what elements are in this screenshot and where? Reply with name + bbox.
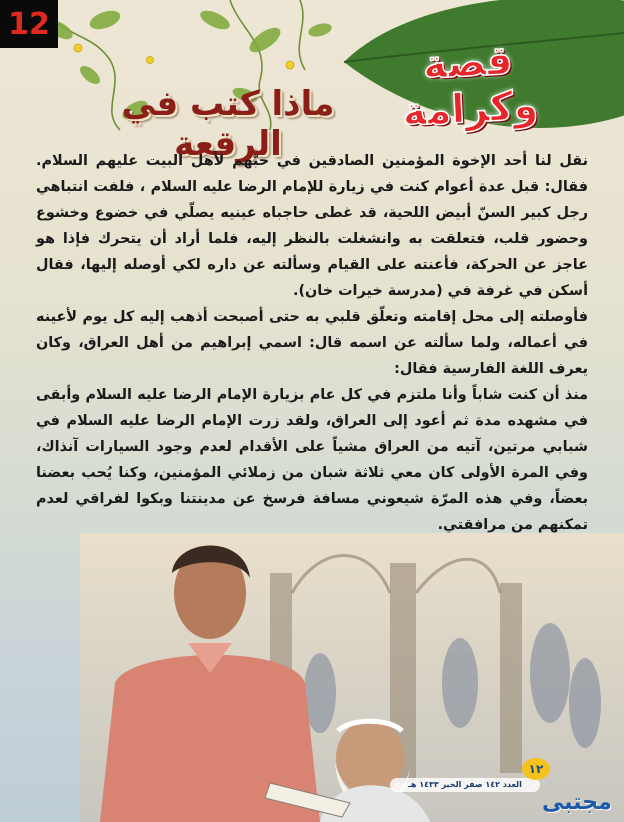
series-title: قصة وكرامة	[401, 37, 540, 136]
magazine-logo: مجتبى	[542, 790, 612, 815]
issue-badge: ١٢	[522, 758, 550, 780]
story-title: ماذا كتب في الرقعة	[121, 84, 335, 164]
page-number: 12	[0, 0, 58, 48]
paragraph: فأوصلته إلى محل إقامته وتعلّق قلبي به حتى أصبحت أذهب إليه كل يوم لأعينه في أعماله، ولما سألته عن اسمه قال: اسمي إبراهيم من أهل العراق، وكان يعرف اللغة الفارسية فقال:	[36, 309, 588, 377]
story-body	[36, 148, 588, 538]
paragraph: منذ أن كنت شاباً وأنا ملتزم في كل عام بزيارة الإمام الرضا عليه السلام وأبقى في مشهده مدة ثم أعود إلى العراق، ولقد زرت الإمام الرضا عليه السلام في شبابي مرتين، آتيه من العراق مشياً على الأقدام لعدم وجود السيارات آنذاك، وفي المرة الأولى كان معي ثلاثة شبان من زملائي المؤمنين، وكنا يُحب بعضنا بعضاً، وفي هذه المرّة شيعوني مسافة فرسخ عن مدينتنا وبكوا لفراقي لعدم تمكنهم من مرافقتي.	[36, 387, 588, 533]
paragraph: نقل لنا أحد الإخوة المؤمنين الصادقين في حبّهم لأهل البيت عليهم السلام. فقال: قبل عدة أعوام كنت في زيارة للإمام الرضا عليه السلام ، فلفت انتباهي رجل كبير السنّ أبيض اللحية، قد غطى حاجباه عينيه يصلّي في خضوع وخشوع وحضور قلب، فتعلقت به وانشغلت بالنظر إليه، فلما أراد أن يتحرك فإذا هو عاجز عن الحركة، فأعنته على القيام وسألته عن داره لكي أوصله إليها، فقال أسكن في غرفة في (مدرسة خيرات خان).	[36, 153, 588, 299]
issue-info: العدد ١٤٢ صفر الخير ١٤٣٣ هـ	[390, 778, 540, 792]
